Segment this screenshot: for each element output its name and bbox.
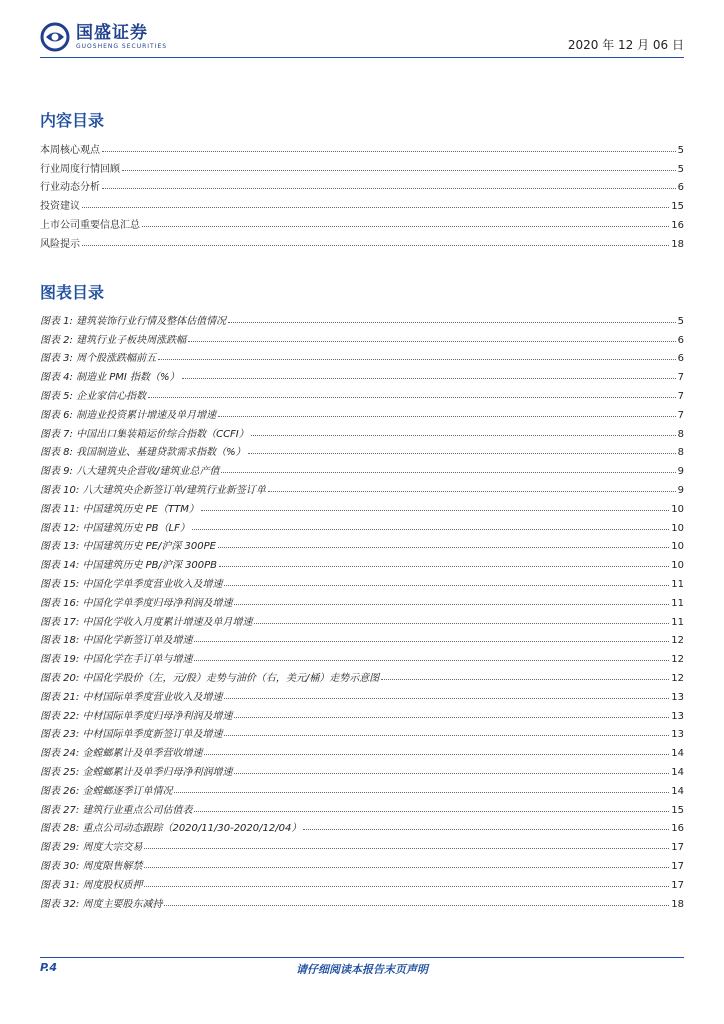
- entry-page-number: 18: [671, 238, 684, 250]
- entry-label: 图表 16: 中国化学单季度归母净利润及增速: [40, 597, 233, 609]
- figure-entry[interactable]: [40, 458, 684, 477]
- company-logo: [40, 22, 167, 52]
- dot-leader: [82, 207, 669, 208]
- dot-leader: [142, 226, 669, 227]
- figure-entry[interactable]: [40, 402, 684, 421]
- figure-entry[interactable]: [40, 552, 684, 571]
- dot-leader: [251, 435, 676, 436]
- entry-label: 图表 31: 周度股权质押: [40, 879, 143, 891]
- entry-page-number: 9: [677, 466, 684, 478]
- entry-label: 图表 15: 中国化学单季度营业收入及增速: [40, 578, 223, 590]
- entry-page-number: 12: [671, 672, 684, 684]
- entry-label: 图表 3: 周个股涨跌幅前五: [40, 353, 157, 365]
- dot-leader: [234, 604, 669, 605]
- company-logo-icon: [40, 22, 70, 52]
- entry-page-number: 11: [671, 597, 684, 609]
- entry-page-number: 17: [671, 860, 684, 872]
- logo-english-name: GUOSHENG SECURITIES: [76, 42, 168, 50]
- entry-label: 投资建议: [40, 201, 80, 213]
- entry-label: 图表 1: 建筑装饰行业行情及整体估值情况: [40, 315, 227, 327]
- entry-label: 图表 21: 中材国际单季度营业收入及增速: [40, 691, 223, 703]
- contents-entry[interactable]: [40, 175, 684, 194]
- entry-page-number: 15: [671, 201, 684, 213]
- dot-leader: [102, 188, 676, 189]
- entry-page-number: 18: [671, 898, 684, 910]
- contents-entry[interactable]: [40, 212, 684, 231]
- dot-leader: [144, 867, 669, 868]
- dot-leader: [234, 773, 669, 774]
- contents-list: [40, 137, 684, 250]
- entry-page-number: 15: [671, 804, 684, 816]
- figure-entry[interactable]: [40, 891, 684, 910]
- figure-entry[interactable]: [40, 477, 684, 496]
- dot-leader: [194, 641, 669, 642]
- entry-page-number: 13: [671, 729, 684, 741]
- dot-leader: [82, 245, 669, 246]
- figure-entry[interactable]: [40, 628, 684, 647]
- figure-entry[interactable]: [40, 364, 684, 383]
- dot-leader: [221, 472, 675, 473]
- entry-page-number: 13: [671, 691, 684, 703]
- entry-label: 图表 18: 中国化学新签订单及增速: [40, 635, 193, 647]
- entry-label: 行业周度行情回顾: [40, 163, 120, 175]
- entry-label: 图表 32: 周度主要股东减持: [40, 898, 163, 910]
- dot-leader: [224, 698, 669, 699]
- page-number: P.4: [40, 961, 58, 974]
- dot-leader: [194, 811, 669, 812]
- dot-leader: [234, 717, 669, 718]
- entry-label: 图表 27: 建筑行业重点公司估值表: [40, 804, 193, 816]
- entry-label: 图表 28: 重点公司动态跟踪（2020/11/30-2020/12/04）: [40, 823, 302, 835]
- figures-title: 图表目录: [40, 283, 105, 302]
- dot-leader: [158, 359, 676, 360]
- figure-entry[interactable]: [40, 515, 684, 534]
- entry-page-number: 10: [671, 541, 684, 553]
- entry-page-number: 5: [677, 163, 684, 175]
- entry-label: 图表 29: 周度大宗交易: [40, 842, 143, 854]
- dot-leader: [381, 679, 669, 680]
- figure-entry[interactable]: [40, 872, 684, 891]
- figure-entry[interactable]: [40, 684, 684, 703]
- figure-entry[interactable]: [40, 778, 684, 797]
- entry-label: 图表 12: 中国建筑历史 PB（LF）: [40, 522, 190, 534]
- entry-label: 图表 13: 中国建筑历史 PE/沪深 300PE: [40, 541, 216, 553]
- entry-page-number: 12: [671, 654, 684, 666]
- entry-label: 图表 8: 我国制造业、基建贷款需求指数（%）: [40, 447, 246, 459]
- figures-list: [40, 308, 684, 910]
- dot-leader: [144, 848, 669, 849]
- dot-leader: [218, 547, 669, 548]
- figure-entry[interactable]: [40, 703, 684, 722]
- figure-entry[interactable]: [40, 308, 684, 327]
- footer-divider: [40, 957, 684, 958]
- entry-page-number: 13: [671, 710, 684, 722]
- dot-leader: [224, 585, 669, 586]
- entry-page-number: 14: [671, 766, 684, 778]
- dot-leader: [194, 660, 669, 661]
- figure-entry[interactable]: [40, 534, 684, 553]
- entry-page-number: 11: [671, 578, 684, 590]
- entry-label: 风险提示: [40, 238, 80, 250]
- entry-label: 图表 22: 中材国际单季度归母净利润及增速: [40, 710, 233, 722]
- dot-leader: [144, 886, 669, 887]
- dot-leader: [102, 151, 676, 152]
- figure-entry[interactable]: [40, 797, 684, 816]
- dot-leader: [204, 754, 669, 755]
- entry-page-number: 8: [677, 428, 684, 440]
- dot-leader: [268, 491, 676, 492]
- entry-page-number: 7: [677, 390, 684, 402]
- entry-page-number: 17: [671, 879, 684, 891]
- entry-page-number: 6: [677, 182, 684, 194]
- entry-label: 图表 2: 建筑行业子板块周涨跌幅: [40, 334, 187, 346]
- entry-page-number: 9: [677, 484, 684, 496]
- figure-entry[interactable]: [40, 834, 684, 853]
- dot-leader: [201, 510, 669, 511]
- report-date: 2020 年 12 月 06 日: [567, 38, 684, 52]
- entry-page-number: 17: [671, 842, 684, 854]
- dot-leader: [182, 378, 676, 379]
- figure-entry[interactable]: [40, 496, 684, 515]
- entry-page-number: 5: [677, 315, 684, 327]
- entry-page-number: 10: [671, 560, 684, 572]
- header-divider: [40, 57, 684, 58]
- logo-chinese-name: 国盛证券: [76, 22, 148, 43]
- entry-label: 图表 9: 八大建筑央企营收/建筑业总产值: [40, 466, 220, 478]
- dot-leader: [192, 529, 669, 530]
- page-header: [40, 18, 684, 58]
- figure-entry[interactable]: [40, 740, 684, 759]
- entry-page-number: 10: [671, 522, 684, 534]
- entry-page-number: 7: [677, 409, 684, 421]
- dot-leader: [224, 735, 669, 736]
- dot-leader: [164, 905, 669, 906]
- entry-label: 图表 5: 企业家信心指数: [40, 390, 147, 402]
- entry-label: 图表 23: 中材国际单季度新签订单及增速: [40, 729, 223, 741]
- entry-label: 图表 6: 制造业投资累计增速及单月增速: [40, 409, 217, 421]
- entry-page-number: 16: [671, 219, 684, 231]
- dot-leader: [122, 170, 676, 171]
- figure-entry[interactable]: [40, 759, 684, 778]
- dot-leader: [219, 566, 669, 567]
- entry-page-number: 5: [677, 144, 684, 156]
- dot-leader: [303, 829, 669, 830]
- entry-label: 图表 30: 周度限售解禁: [40, 860, 143, 872]
- figure-entry[interactable]: [40, 440, 684, 459]
- figure-entry[interactable]: [40, 590, 684, 609]
- contents-title: 内容目录: [40, 111, 105, 130]
- disclaimer-note: 请仔细阅读本报告末页声明: [296, 963, 428, 976]
- figure-entry[interactable]: [40, 346, 684, 365]
- figure-entry[interactable]: [40, 421, 684, 440]
- entry-page-number: 14: [671, 748, 684, 760]
- dot-leader: [248, 453, 676, 454]
- entry-page-number: 7: [677, 372, 684, 384]
- figure-entry[interactable]: [40, 665, 684, 684]
- dot-leader: [188, 341, 676, 342]
- entry-label: 图表 24: 金螳螂累计及单季营收增速: [40, 748, 203, 760]
- figure-entry[interactable]: [40, 383, 684, 402]
- contents-entry[interactable]: [40, 231, 684, 250]
- figure-entry[interactable]: [40, 722, 684, 741]
- figure-entry[interactable]: [40, 571, 684, 590]
- entry-label: 上市公司重要信息汇总: [40, 219, 140, 231]
- entry-label: 图表 25: 金螳螂累计及单季归母净利润增速: [40, 766, 233, 778]
- entry-label: 图表 10: 八大建筑央企新签订单/建筑行业新签订单: [40, 484, 266, 496]
- entry-page-number: 6: [677, 353, 684, 365]
- dot-leader: [254, 623, 669, 624]
- entry-label: 图表 20: 中国化学股价（左，元/股）走势与油价（右，美元/桶）走势示意图: [40, 672, 380, 684]
- figure-entry[interactable]: [40, 646, 684, 665]
- entry-page-number: 11: [671, 616, 684, 628]
- entry-label: 本周核心观点: [40, 144, 100, 156]
- entry-label: 行业动态分析: [40, 182, 100, 194]
- contents-entry[interactable]: [40, 193, 684, 212]
- entry-label: 图表 7: 中国出口集装箱运价综合指数（CCFI）: [40, 428, 249, 440]
- figure-entry[interactable]: [40, 327, 684, 346]
- entry-label: 图表 4: 制造业 PMI 指数（%）: [40, 372, 180, 384]
- entry-page-number: 6: [677, 334, 684, 346]
- entry-label: 图表 17: 中国化学收入月度累计增速及单月增速: [40, 616, 253, 628]
- entry-label: 图表 14: 中国建筑历史 PB/沪深 300PB: [40, 560, 218, 572]
- dot-leader: [218, 416, 676, 417]
- contents-entry[interactable]: [40, 137, 684, 156]
- entry-page-number: 8: [677, 447, 684, 459]
- figure-entry[interactable]: [40, 816, 684, 835]
- entry-label: 图表 11: 中国建筑历史 PE（TTM）: [40, 503, 199, 515]
- entry-page-number: 12: [671, 635, 684, 647]
- dot-leader: [228, 322, 676, 323]
- entry-page-number: 16: [671, 823, 684, 835]
- figure-entry[interactable]: [40, 853, 684, 872]
- dot-leader: [174, 792, 669, 793]
- entry-page-number: 14: [671, 785, 684, 797]
- contents-entry[interactable]: [40, 156, 684, 175]
- entry-page-number: 10: [671, 503, 684, 515]
- dot-leader: [148, 397, 676, 398]
- entry-label: 图表 19: 中国化学在手订单与增速: [40, 654, 193, 666]
- entry-label: 图表 26: 金螳螂逐季订单情况: [40, 785, 173, 797]
- figure-entry[interactable]: [40, 609, 684, 628]
